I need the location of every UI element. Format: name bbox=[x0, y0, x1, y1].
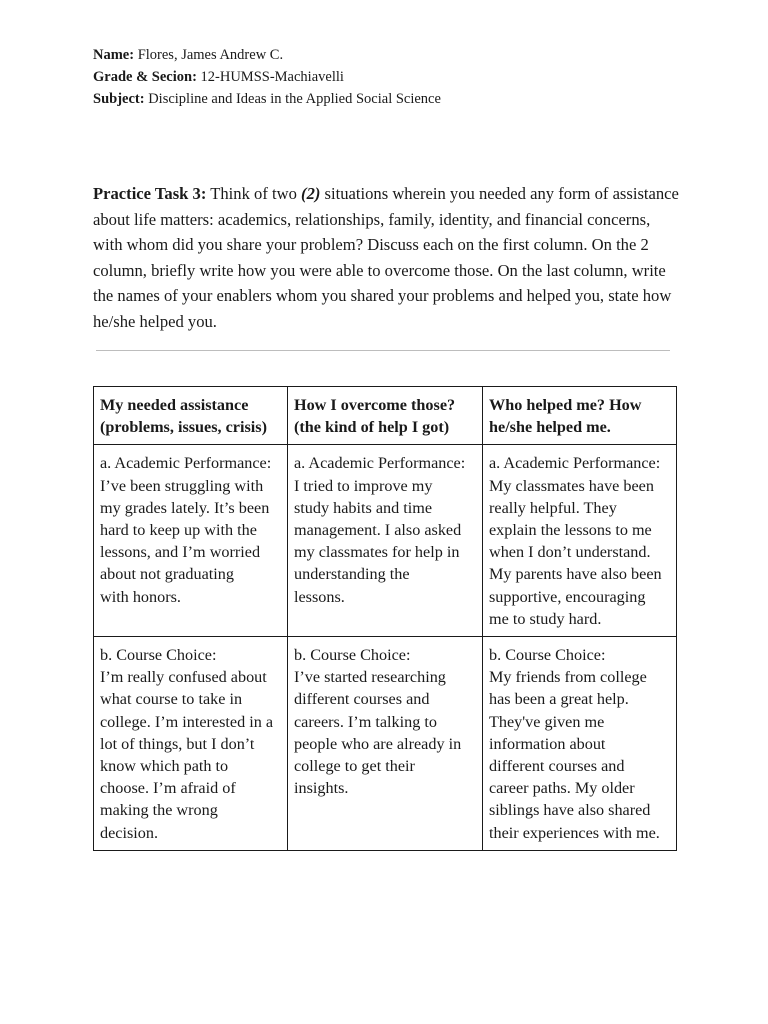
header-line: (the kind of help I got) bbox=[294, 418, 450, 437]
header-needed-assistance bbox=[94, 387, 288, 445]
cell-text-line: a. Academic Performance: bbox=[100, 454, 272, 473]
cell-text-line: management. I also asked bbox=[294, 521, 462, 540]
cell-text-line: different courses and bbox=[294, 690, 430, 709]
cell-text-line: what course to take in bbox=[100, 690, 243, 709]
cell-text-line: They've given me bbox=[489, 712, 605, 731]
cell-text-line: career paths. My older bbox=[489, 779, 635, 798]
cell-text-line: siblings have also shared bbox=[489, 801, 651, 820]
cell-text-line: b. Course Choice: bbox=[294, 646, 411, 665]
cell-text-line: my classmates for help in bbox=[294, 543, 460, 562]
cell-text-line: when I don’t understand. bbox=[489, 543, 651, 562]
cell-text-line: college to get their bbox=[294, 757, 415, 776]
grade-label: Grade & Secion: bbox=[93, 69, 197, 85]
header-line: Who helped me? How bbox=[489, 396, 642, 414]
cell-who-helped bbox=[483, 637, 677, 851]
cell-text-line: with honors. bbox=[100, 587, 181, 606]
cell-text-line: I’ve been struggling with bbox=[100, 476, 264, 495]
header-line: How I overcome those? bbox=[294, 396, 456, 414]
cell-text-line: making the wrong bbox=[100, 801, 218, 820]
cell-text-line: My classmates have been bbox=[489, 476, 654, 495]
task-text-after: situations wherein you needed any form of assistance about life matters: academics, relationships, family, identity, and financial concerns, with whom did you share your problem? Discuss each on the first column. On the 2 column, briefly write how you were able to overcome those. On the last column, write the names of your enablers whom you shared your problems and helped you, state how he/she helped you. bbox=[93, 184, 679, 331]
cell-text-line: My friends from college bbox=[489, 668, 647, 687]
header-line: he/she helped me. bbox=[489, 418, 611, 437]
cell-text-line: lot of things, but I don’t bbox=[100, 734, 255, 753]
cell-text-line: college. I’m interested in a bbox=[100, 712, 274, 731]
cell-text-line: people who are already in bbox=[294, 734, 462, 753]
cell-how-overcome bbox=[288, 637, 483, 851]
task-instructions bbox=[93, 181, 683, 335]
table-row bbox=[94, 445, 677, 637]
cell-text-line: has been a great help. bbox=[489, 690, 629, 709]
name-label: Name: bbox=[93, 47, 135, 63]
cell-text-line: understanding the bbox=[294, 565, 410, 584]
grade-line bbox=[93, 66, 441, 88]
cell-needed-assistance bbox=[94, 445, 288, 637]
task-emphasis: (2) bbox=[301, 184, 321, 203]
subject-label: Subject: bbox=[93, 91, 145, 107]
assistance-table bbox=[93, 386, 677, 851]
header-who-helped bbox=[483, 387, 677, 445]
cell-text-line: hard to keep up with the bbox=[100, 521, 257, 540]
cell-text-line: supportive, encouraging bbox=[489, 587, 646, 606]
cell-text-line: insights. bbox=[294, 779, 349, 798]
subject-line bbox=[93, 88, 441, 110]
subject-value: Discipline and Ideas in the Applied Social Science bbox=[148, 91, 441, 107]
header-line: (problems, issues, crisis) bbox=[100, 418, 267, 437]
cell-text-line: choose. I’m afraid of bbox=[100, 779, 236, 798]
cell-text-line: study habits and time bbox=[294, 498, 433, 517]
grade-value: 12-HUMSS-Machiavelli bbox=[200, 69, 344, 85]
header-line: My needed assistance bbox=[100, 396, 249, 414]
cell-text-line: My parents have also been bbox=[489, 565, 662, 584]
cell-text-line: their experiences with me. bbox=[489, 823, 660, 842]
cell-text-line: know which path to bbox=[100, 757, 229, 776]
cell-how-overcome bbox=[288, 445, 483, 637]
cell-text-line: information about bbox=[489, 734, 606, 753]
cell-text-line: my grades lately. It’s been bbox=[100, 498, 270, 517]
cell-text-line: b. Course Choice: bbox=[100, 646, 217, 665]
cell-text-line: I tried to improve my bbox=[294, 476, 433, 495]
name-value: Flores, James Andrew C. bbox=[137, 47, 284, 63]
cell-text-line: lessons, and I’m worried bbox=[100, 543, 261, 562]
cell-text-line: a. Academic Performance: bbox=[294, 454, 466, 473]
table-header-row bbox=[94, 387, 677, 445]
cell-text-line: about not graduating bbox=[100, 565, 234, 584]
cell-text-line: I’ve started researching bbox=[294, 668, 446, 687]
cell-text-line: decision. bbox=[100, 823, 158, 842]
task-text-before: Think of two bbox=[206, 184, 302, 203]
name-line bbox=[93, 44, 441, 66]
table-row bbox=[94, 637, 677, 851]
cell-needed-assistance bbox=[94, 637, 288, 851]
task-label: Practice Task 3: bbox=[93, 184, 207, 203]
cell-text-line: me to study hard. bbox=[489, 609, 602, 628]
cell-text-line: really helpful. They bbox=[489, 498, 617, 517]
horizontal-divider bbox=[96, 350, 670, 351]
cell-text-line: careers. I’m talking to bbox=[294, 712, 437, 731]
cell-text-line: I’m really confused about bbox=[100, 668, 267, 687]
cell-text-line: b. Course Choice: bbox=[489, 646, 606, 665]
cell-text-line: different courses and bbox=[489, 757, 625, 776]
header-how-overcome bbox=[288, 387, 483, 445]
student-info bbox=[93, 44, 441, 110]
cell-who-helped bbox=[483, 445, 677, 637]
cell-text-line: lessons. bbox=[294, 587, 345, 606]
cell-text-line: explain the lessons to me bbox=[489, 521, 652, 540]
cell-text-line: a. Academic Performance: bbox=[489, 454, 661, 473]
